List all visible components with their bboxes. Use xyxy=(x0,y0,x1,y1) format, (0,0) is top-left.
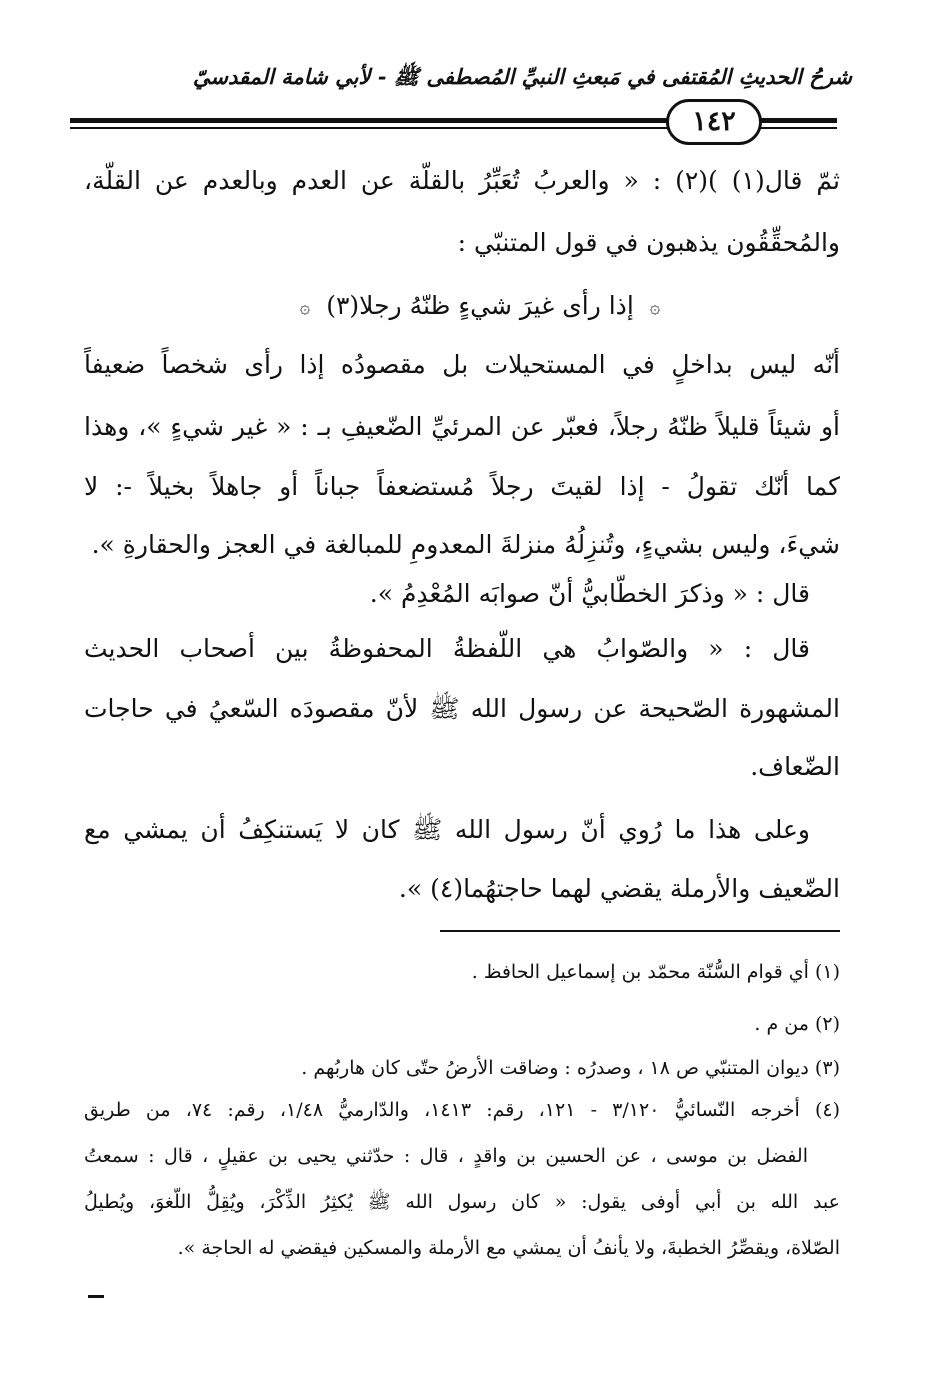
header-rule-thick-right xyxy=(760,118,837,123)
flower-ornament-icon: ۞ xyxy=(649,296,661,318)
body-line: كما أنّك تقولُ - إذا لقيتَ رجلاً مُستضعفاً جباناً أو جاهلاً بخيلاً -: لا xyxy=(84,472,840,501)
body-line: المشهورة الصّحيحة عن رسول الله ﷺ لأنّ مقصودَه السّعيُ في حاجات xyxy=(84,694,840,723)
poem-text: إذا رأى غيرَ شيءٍ ظنّهُ رجلا(٣) xyxy=(326,291,634,320)
header-rule-thick xyxy=(70,118,670,123)
poem-verse xyxy=(200,291,760,323)
page-end-mark xyxy=(88,1295,104,1298)
body-line: ثمّ قال(١) )(٢) : « والعربُ تُعَبِّرُ بالقلّة عن العدم وبالعدم عن القلّة، xyxy=(84,166,840,195)
footnote: (٣) ديوان المتنبّي ص ١٨ ، وصدرُه : وضاقت الأرضُ حتّى كان هاربُهم . xyxy=(301,1057,840,1079)
body-line: والمُحقِّقُون يذهبون في قول المتنبّي : xyxy=(457,228,840,257)
body-line: أنّه ليس بداخلٍ في المستحيلات بل مقصودُه إذا رأى شخصاً ضعيفاً xyxy=(84,350,840,379)
footnote-continuation: الفضل بن موسى ، عن الحسين بن واقدٍ ، قال : حدّثني يحيى بن عقيلٍ ، قال : سمعتُ xyxy=(84,1145,808,1167)
header-rule-thin-right xyxy=(760,127,837,129)
running-header: شرحُ الحديثِ المُقتفى في مَبعثِ النبيِّ المُصطفى ﷺ - لأبي شامة المقدسيّ xyxy=(192,64,852,89)
header-rule-thin xyxy=(70,127,670,129)
footnote: (٤) أخرجه النّسائيُّ ٣/١٢٠ - ١٢١، رقم: ١٤١٣، والدّارميُّ ١/٤٨، رقم: ٧٤، من طريق xyxy=(84,1099,841,1121)
footnote-separator xyxy=(440,930,840,932)
body-line: وعلى هذا ما رُوي أنّ رسول الله ﷺ كان لا يَستنكِفُ أن يمشي مع xyxy=(84,815,810,844)
body-line: الضّعاف. xyxy=(750,752,840,781)
footnote-continuation: عبد الله بن أبي أوفى يقول: « كان رسول الله ﷺ يُكثِرُ الذِّكْرَ، ويُقِلُّ اللّغوَ، ويُطيلُ xyxy=(84,1191,840,1213)
page-number: ١٤٢ xyxy=(666,99,762,145)
body-line: الضّعيف والأرملة يقضي لهما حاجتهُما(٤) ». xyxy=(398,874,840,903)
footnote: (٢) من م . xyxy=(754,1013,840,1035)
body-line: أو شيئاً قليلاً ظنّهُ رجلاً، فعبّر عن المرئيِّ الضّعيفِ بـ : « غير شيءٍ »، وهذا xyxy=(84,412,841,441)
flower-ornament-icon: ۞ xyxy=(299,296,311,318)
body-line: قال : « والصّوابُ هي اللّفظةُ المحفوظةُ بين أصحاب الحديث xyxy=(84,634,810,663)
body-line: شيءَ، وليس بشيءٍ، وتُنزِلُهُ منزلةَ المعدومِ للمبالغة في العجز والحقارةِ ». xyxy=(91,530,840,559)
footnote: (١) أي قوام السُّنّة محمّد بن إسماعيل الحافظ . xyxy=(471,961,840,983)
body-line: قال : « وذكرَ الخطّابيُّ أنّ صوابَه المُعْدِمُ ». xyxy=(369,579,810,608)
footnote-continuation: الصّلاة، ويقصِّرُ الخطبةَ، ولا يأنفُ أن يمشي مع الأرملة والمسكين فيقضي له الحاجة ». xyxy=(177,1237,840,1259)
